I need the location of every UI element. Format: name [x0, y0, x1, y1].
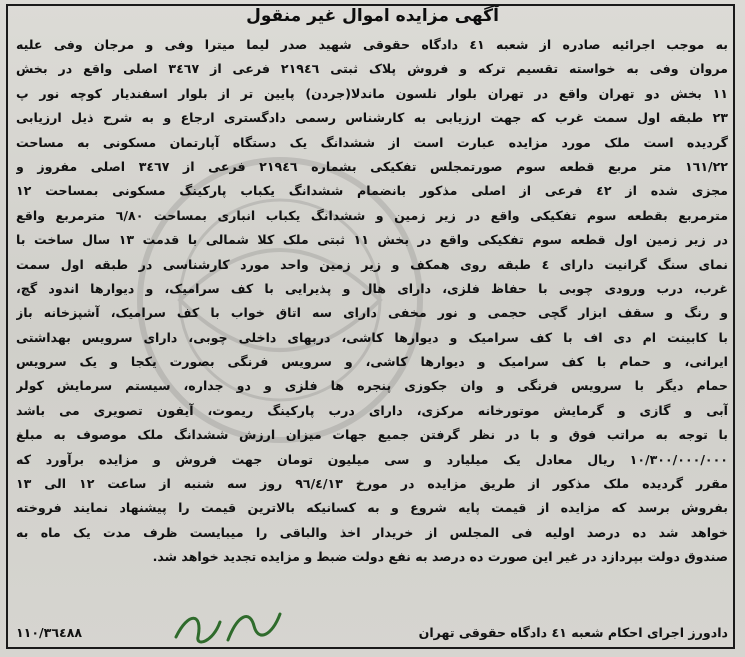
- body-line: با توجه به مراتب فوق و با در نظر گرفتن جمیع جهات میزان ارزش ششدانگ ملک موصوف به مبلغ: [16, 427, 728, 443]
- body-line: غرب، درب ورودی چوبی با حفاظ فلزی، دارای هال و پذیرایی با کف سرامیک، و دیوارها اندود گچ،: [16, 280, 728, 296]
- signature-line: دادورز اجرای احکام شعبه ٤١ دادگاه حقوقی تهران: [418, 625, 728, 640]
- notice-title: آگهی مزایده اموال غیر منقول: [246, 6, 499, 26]
- body-line: خواهد شد ده درصد اولیه فی المجلس از خریدار اخذ والباقی را میبایست ظرف مدت یک ماه به: [16, 524, 728, 540]
- body-line: ایرانی، و حمام با کف سرامیک و دیوارها کاشی، و سرویس فرنگی بصورت یکجا و یک سرویس: [16, 354, 728, 370]
- body-line: مروان وفی به خواسته تقسیم ترکه و فروش پلاک ثبتی ٢١٩٤٦ فرعی از ٣٤٦٧ اصلی واقع در بخش: [16, 61, 728, 77]
- body-line: ١٦١/٢٢ متر مربع قطعه سوم صورتمجلس تفکیکی بشماره ٢١٩٤٦ فرعی از ٣٤٦٧ اصلی مفروز و: [16, 158, 728, 174]
- body-line: ٢٣ طبقه اول سمت غرب که جهت ارزیابی به کارشناس رسمی دادگستری ارجاع و به شرح ذیل ارزیابی: [16, 110, 728, 126]
- body-line: نمای سنگ گرانیت دارای ٤ طبقه روی همکف و زیر زمین واحد مورد کارشناسی در طبقه اول سمت: [16, 256, 728, 272]
- body-line: در زیر زمین اول قطعه سوم تفکیکی واقع در بخش ١١ ثبتی ملک کلا شمالی با قدمت ١٣ سال ساخت با: [16, 232, 728, 248]
- body-line: به موجب اجرائیه صادره از شعبه ٤١ دادگاه حقوقی شهید صدر لیما میترا وفی و مرجان وفی علیه: [16, 37, 728, 52]
- body-line: حمام دیگر با سرویس فرنگی و وان جکوزی پنجره ها فلزی و دو جداره، سیستم سرمایش کولر: [16, 378, 728, 394]
- body-line: گردیده است ملک مورد مزایده عبارت است از ششدانگ یک دستگاه آپارتمان مسکونی به مساحت: [16, 134, 728, 150]
- notice-footer: [16, 625, 728, 647]
- body-line: آبی و گازی و گرمایش موتورخانه مرکزی، دارای درب پارکینگ ریموت، آیفون تصویری می باشد: [16, 402, 728, 418]
- body-line: و رنگ و سقف ابزار گچی حجمی و نور مخفی دارای سه اتاق خواب با کف سرامیک، آشپزخانه باز: [16, 305, 728, 321]
- body-line: مجزی شده از ٤٢ فرعی از اصلی مذکور بانضمام ششدانگ یکباب پارکینگ مسکونی بمساحت ١٢: [16, 183, 728, 199]
- body-line: ١١ بخش دو تهران واقع در تهران بلوار نلسون ماندلا(جردن) پایین تر از بلوار اسفندیار کوچه نور پ: [16, 85, 728, 101]
- reference-number: ١١٠/٣٦٤٨٨: [16, 625, 83, 640]
- body-line: مقرر گردیده ملک مذکور از طریق مزایده در مورخ ٩٦/٤/١٣ روز سه شنبه از ساعت ١٢ الی ١٣: [16, 476, 728, 492]
- body-line: بفروش برسد که مزایده از قیمت پایه شروع و به کسانیکه بالاترین قیمت را پیشنهاد نمایند فروخته: [16, 500, 728, 516]
- notice-body: [16, 33, 728, 570]
- body-line: مترمربع بقطعه سوم تفکیکی واقع در زیر زمین و ششدانگ یکباب انباری بمساحت ٦/٨٠ مترمربع واقع: [16, 207, 728, 223]
- body-line: صندوق دولت بپردازد در غیر این صورت ده درصد به نفع دولت ضبط و مزایده تجدید خواهد شد.: [152, 549, 728, 565]
- body-line: با کابینت ام دی اف با کف سرامیک و دیوارها کاشی، دربهای داخلی چوبی، دارای سرویس بهداشتی: [16, 329, 728, 345]
- body-line: ١٠/٣٠٠/٠٠٠/٠٠٠ ریال معادل یک میلیارد و سی میلیون تومان جهت فروش و مزایده برآورد که: [16, 451, 728, 467]
